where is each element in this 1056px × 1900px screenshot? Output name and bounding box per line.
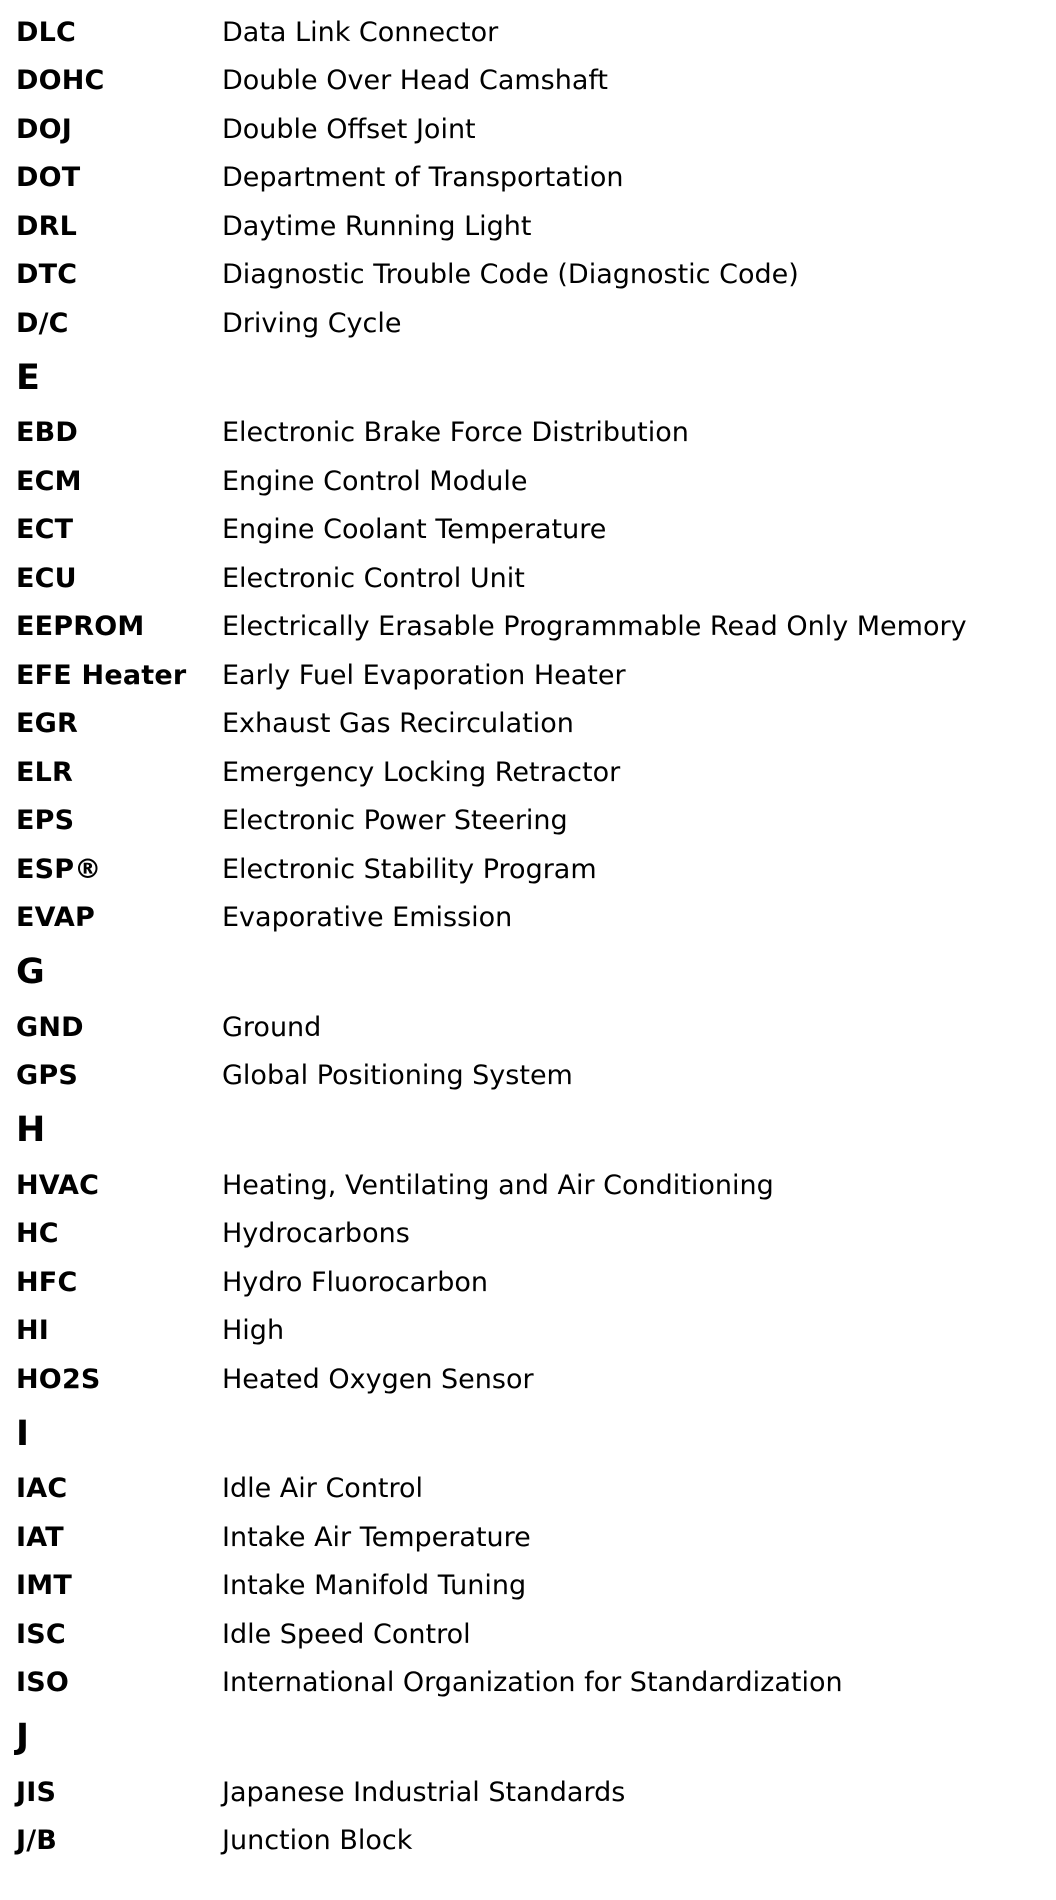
abbreviation-definition: Heated Oxygen Sensor [222,1363,534,1395]
glossary-row [16,299,1036,348]
abbreviation-definition: Heating, Ventilating and Air Conditioning [222,1169,774,1201]
glossary-row [16,894,1036,943]
abbreviation-definition: Double Over Head Camshaft [222,65,609,97]
abbreviation-term: D/C [16,307,69,339]
abbreviation-definition: Electrically Erasable Programmable Read Only Memory [222,611,967,643]
abbreviation-definition: Engine Coolant Temperature [222,514,607,546]
abbreviation-term: JIS [16,1776,57,1808]
glossary-row [16,845,1036,894]
abbreviation-definition: Exhaust Gas Recirculation [222,708,574,740]
abbreviation-term: GPS [16,1060,78,1092]
abbreviation-definition: Intake Air Temperature [222,1521,531,1553]
abbreviation-term: EPS [16,805,75,837]
glossary-row [16,1610,1036,1659]
abbreviation-definition: Ground [222,1011,322,1043]
abbreviation-term: HFC [16,1266,78,1298]
abbreviation-definition: Daytime Running Light [222,210,532,242]
abbreviation-definition: High [222,1315,285,1347]
abbreviation-term: ISC [16,1618,66,1650]
glossary-row [16,1161,1036,1210]
glossary-row [16,1513,1036,1562]
abbreviation-term: ISO [16,1667,70,1699]
glossary-row [16,1258,1036,1307]
abbreviation-definition: Evaporative Emission [222,902,513,934]
abbreviation-definition: Emergency Locking Retractor [222,756,621,788]
section-heading-g: G [16,952,45,992]
abbreviation-term: IAT [16,1521,64,1553]
glossary-row [16,1052,1036,1101]
glossary-row [16,409,1036,458]
abbreviation-term: HO2S [16,1363,101,1395]
abbreviation-term: EVAP [16,902,95,934]
glossary-row [16,1003,1036,1052]
abbreviation-term: ECT [16,514,74,546]
section-heading-e: E [16,357,40,398]
abbreviation-term: IMT [16,1570,72,1602]
glossary-row [16,748,1036,797]
abbreviation-term: DOT [16,162,81,194]
abbreviation-definition: Data Link Connector [222,16,499,48]
abbreviation-term: HVAC [16,1169,100,1201]
glossary-row [16,700,1036,749]
abbreviation-term: EGR [16,708,78,740]
abbreviation-definition: International Organization for Standardization [222,1667,843,1699]
glossary-row [16,105,1036,154]
section-heading-i: I [16,1413,30,1454]
glossary-row [16,202,1036,251]
abbreviation-definition: Hydrocarbons [222,1218,410,1250]
glossary-row [16,251,1036,300]
abbreviation-definition: Electronic Stability Program [222,853,597,885]
abbreviation-definition: Electronic Power Steering [222,805,568,837]
abbreviation-term: DRL [16,210,78,242]
abbreviation-term: GND [16,1011,84,1043]
abbreviation-term: ELR [16,756,74,788]
glossary-row [16,554,1036,603]
glossary-row [16,1562,1036,1611]
glossary-row [16,457,1036,506]
glossary-row [16,1817,1036,1866]
glossary-row [16,1355,1036,1404]
abbreviation-term: IAC [16,1473,68,1505]
abbreviation-definition: Electronic Control Unit [222,562,525,594]
abbreviation-definition: Diagnostic Trouble Code (Diagnostic Code) [222,259,799,291]
glossary-row [16,506,1036,555]
abbreviation-definition: Idle Air Control [222,1473,424,1505]
section-heading-h: H [16,1110,46,1150]
abbreviation-definition: Intake Manifold Tuning [222,1570,527,1602]
abbreviation-term: DOJ [16,113,73,145]
section-heading-j: J [16,1717,30,1757]
glossary-row [16,57,1036,106]
abbreviation-term: EBD [16,417,79,449]
abbreviation-definition: Double Offset Joint [222,113,476,145]
abbreviation-term: ECM [16,465,82,497]
abbreviation-term: DTC [16,259,78,291]
abbreviation-term: DLC [16,16,77,48]
abbreviation-definition: Department of Transportation [222,162,624,194]
glossary-row [16,1659,1036,1708]
glossary-row [16,603,1036,652]
glossary-row [16,1307,1036,1356]
abbreviation-list [16,8,1036,1865]
abbreviation-term: J/B [16,1825,58,1857]
abbreviation-definition: Junction Block [222,1825,413,1857]
abbreviation-term: EFE Heater [16,659,187,691]
abbreviation-term: EEPROM [16,611,145,643]
abbreviation-definition: Global Positioning System [222,1060,573,1092]
abbreviation-term: HC [16,1218,59,1250]
glossary-row [16,154,1036,203]
abbreviation-definition: Japanese Industrial Standards [222,1776,626,1808]
abbreviation-term: ESP® [16,853,102,885]
glossary-row [16,1210,1036,1259]
glossary-row [16,797,1036,846]
glossary-row [16,1465,1036,1514]
abbreviation-definition: Driving Cycle [222,307,402,339]
abbreviation-definition: Hydro Fluorocarbon [222,1266,488,1298]
abbreviation-term: ECU [16,562,77,594]
abbreviation-definition: Engine Control Module [222,465,528,497]
glossary-row [16,1768,1036,1817]
glossary-row [16,651,1036,700]
abbreviation-term: DOHC [16,65,105,97]
abbreviation-definition: Early Fuel Evaporation Heater [222,659,626,691]
abbreviation-definition: Electronic Brake Force Distribution [222,417,689,449]
glossary-row [16,8,1036,57]
abbreviation-definition: Idle Speed Control [222,1618,471,1650]
abbreviation-term: HI [16,1315,50,1347]
